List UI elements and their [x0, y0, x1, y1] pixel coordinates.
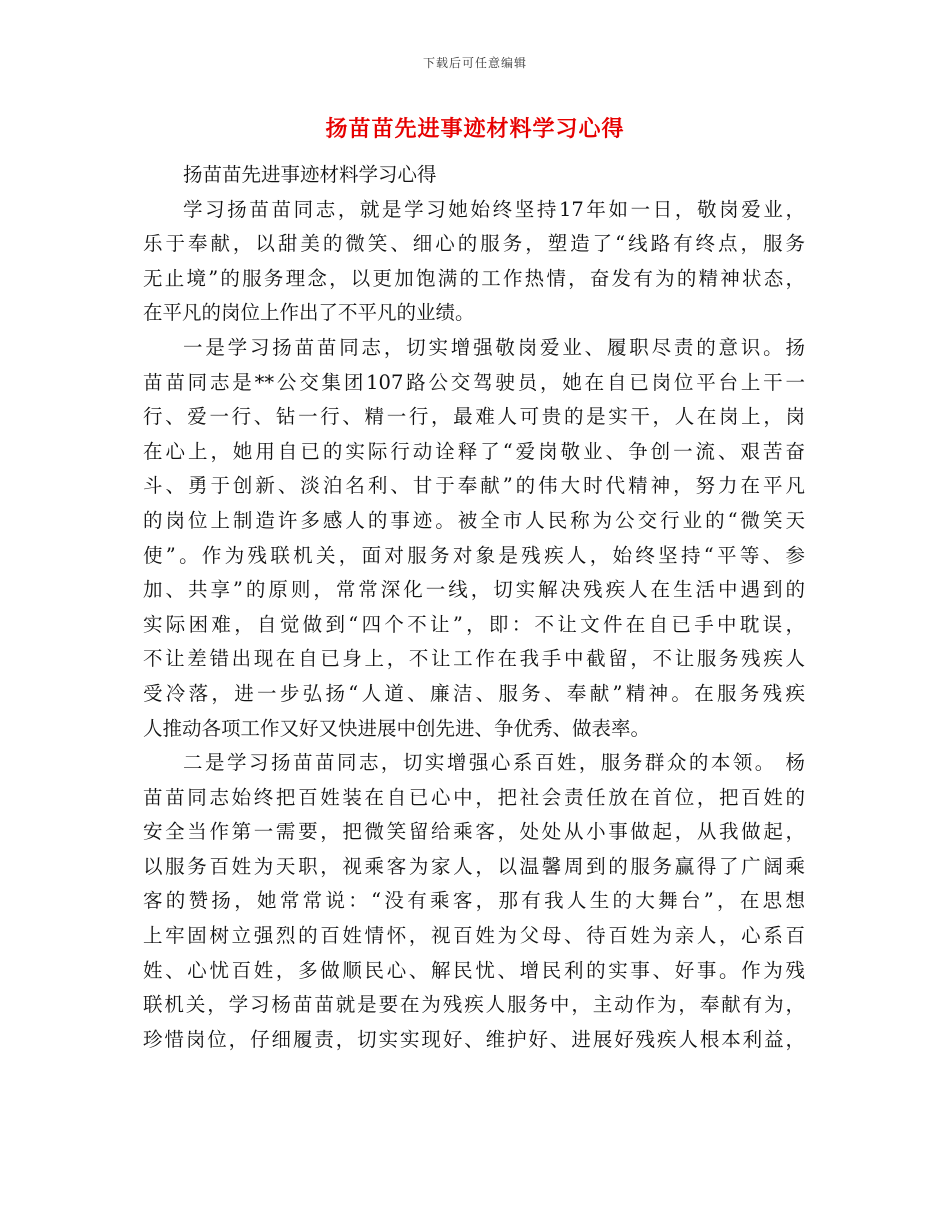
- body-line: 人推动各项工作又好又快进展中创先进、争优秀、做表率。: [143, 716, 651, 740]
- body-line: 使”。作为残联机关，面对服务对象是残疾人，始终坚持“平等、参: [143, 543, 805, 567]
- body-line: 学习扬苗苗同志，就是学习她始终坚持17年如一日，敬岗爱业，: [183, 197, 805, 221]
- body-line: 珍惜岗位，仔细履责，切实实现好、维护好、进展好残疾人根本利益，: [143, 1027, 805, 1051]
- body-line: 实际困难，自觉做到“四个不让”，即：不让文件在自已手中耽误，: [143, 612, 805, 636]
- body-line: 不让差错出现在自已身上，不让工作在我手中截留，不让服务残疾人: [143, 647, 805, 671]
- body-line: 客的赞扬，她常常说：“没有乘客，那有我人生的大舞台”，在思想: [143, 889, 805, 913]
- document-body: [143, 158, 805, 1057]
- body-line: 斗、勇于创新、淡泊名利、甘于奉献”的伟大时代精神，努力在平凡: [143, 474, 805, 498]
- body-line: 上牢固树立强烈的百姓情怀，视百姓为父母、待百姓为亲人，心系百: [143, 924, 805, 948]
- body-line: 行、爱一行、钻一行、精一行，最难人可贵的是实干，人在岗上，岗: [143, 405, 805, 429]
- body-line: 加、共享”的原则，常常深化一线，切实解决残疾人在生活中遇到的: [143, 578, 805, 602]
- header-note: 下载后可任意编辑: [422, 56, 527, 70]
- body-line: 二是学习扬苗苗同志，切实增强心系百姓，服务群众的本领。 杨: [183, 751, 805, 775]
- body-line: 的岗位上制造许多感人的事迹。被全市人民称为公交行业的“微笑天: [143, 508, 805, 532]
- body-line: 在心上，她用自已的实际行动诠释了“爱岗敬业、争创一流、艰苦奋: [143, 439, 805, 463]
- body-line: 受冷落，进一步弘扬“人道、廉洁、服务、奉献”精神。在服务残疾: [143, 681, 805, 705]
- body-line: 在平凡的岗位上作出了不平凡的业绩。: [143, 301, 475, 325]
- body-line: 苗苗同志是**公交集团107路公交驾驶员，她在自已岗位平台上干一: [143, 370, 805, 394]
- body-line: 联机关，学习杨苗苗就是要在为残疾人服务中，主动作为，奉献有为，: [143, 993, 805, 1017]
- body-line: 安全当作第一需要，把微笑留给乘客，处处从小事做起，从我做起，: [143, 820, 805, 844]
- document-title: 扬苗苗先进事迹材料学习心得: [325, 116, 625, 142]
- body-line: 以服务百姓为天职，视乘客为家人，以温馨周到的服务赢得了广阔乘: [143, 854, 805, 878]
- body-line: 乐于奉献，以甜美的微笑、细心的服务，塑造了“线路有终点，服务: [143, 232, 805, 256]
- body-line: 无止境”的服务理念，以更加饱满的工作热情，奋发有为的精神状态，: [143, 266, 805, 290]
- body-line: 姓、心忧百姓，多做顺民心、解民忧、增民利的实事、好事。作为残: [143, 958, 805, 982]
- body-line: 扬苗苗先进事迹材料学习心得: [183, 163, 437, 186]
- body-line: 一是学习扬苗苗同志，切实增强敬岗爱业、履职尽责的意识。扬: [183, 335, 805, 359]
- body-line: 苗苗同志始终把百姓装在自已心中，把社会责任放在首位，把百姓的: [143, 785, 805, 809]
